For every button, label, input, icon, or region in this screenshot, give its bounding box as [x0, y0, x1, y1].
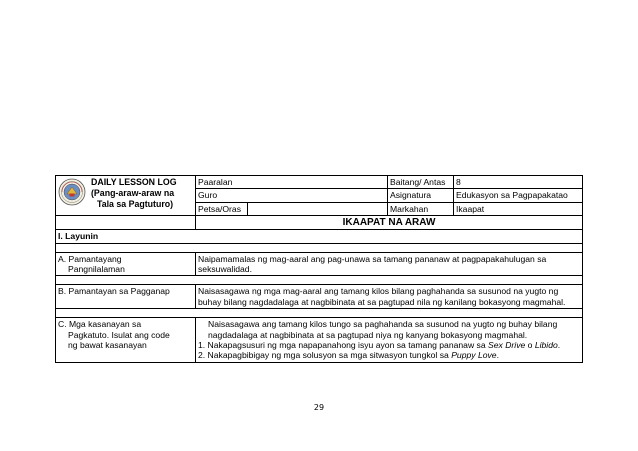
page-number: 29 — [313, 403, 325, 412]
baitang-value: 8 — [456, 177, 461, 187]
competency-item-1 — [198, 340, 580, 350]
spacer-row — [56, 276, 583, 285]
row-pamantayan-sa-pagganap — [56, 285, 583, 309]
day-title-spacer — [56, 216, 196, 230]
asignatura-value-cell — [454, 189, 583, 202]
asignatura-label-cell — [388, 189, 454, 202]
row-pamantayang-pangnilalaman — [56, 252, 583, 276]
spacer-cell — [56, 243, 583, 252]
markahan-label: Markahan — [390, 203, 429, 214]
row-label-line: A. Pamantayang — [58, 253, 122, 264]
row-label-line: B. Pamantayan sa Pagganap — [58, 286, 170, 297]
item-1-connector: o — [525, 340, 535, 351]
item-1-end: . — [557, 340, 561, 351]
paaralan-cell — [196, 176, 388, 189]
row-label-line: Pangnilalaman — [68, 264, 125, 275]
spacer-cell — [56, 309, 583, 318]
guro-cell — [196, 189, 388, 202]
baitang-label: Baitang/ Antas — [390, 177, 446, 187]
item-1-term: Sex Drive — [488, 340, 526, 351]
item-1-term-2: Libido — [534, 340, 558, 351]
asignatura-value: Edukasyon sa Pagpapakatao — [456, 190, 568, 201]
row-label-line: Pagkatuto. Isulat ang code — [68, 329, 170, 340]
item-2-term: Puppy Love — [451, 350, 497, 361]
petsa-value-cell — [248, 202, 388, 215]
header-cell — [56, 176, 196, 216]
competency-item-2 — [198, 350, 580, 360]
petsa-label: Petsa/Oras — [198, 203, 241, 214]
daily-lesson-log-table — [55, 175, 583, 363]
baitang-label-cell — [388, 176, 454, 189]
row-content: Naisasagawa ng mga mag-aaral ang tamang kilos bilang paghahanda sa susunod na yugto ng buhay bilang nagdadalaga at nagbibinata at sa pagtupad nila ng kanilang bokasyong magmahal. — [196, 285, 583, 309]
row-label — [56, 285, 196, 309]
paaralan-label: Paaralan — [198, 177, 233, 187]
day-title: IKAAPAT NA ARAW — [196, 216, 583, 230]
spacer-cell — [56, 276, 583, 285]
competency-intro: Naisasagawa ang tamang kilos tungo sa paghahanda sa susunod na yugto ng buhay bilang nagdadalaga at nagbibinata at sa pagtupad niya ng kanyang bokasyong magmahal. — [208, 319, 558, 340]
row-mga-kasanayan — [56, 318, 583, 363]
guro-label: Guro — [198, 190, 218, 201]
markahan-value-cell — [454, 202, 583, 215]
item-1-text: 1. Nakapagsusuri ng mga napapanahong isyu ayon sa tamang pananaw sa — [198, 340, 489, 351]
log-title-line-3: Tala sa Pagtuturo) — [97, 199, 174, 209]
spacer-row — [56, 243, 583, 252]
row-label — [56, 252, 196, 276]
deped-seal-icon — [58, 178, 86, 206]
log-title — [88, 177, 177, 210]
info-row-paaralan — [56, 176, 583, 189]
row-label-line: ng bawat kasanayan — [68, 340, 147, 351]
markahan-value: Ikaapat — [456, 203, 485, 214]
item-2-text: 2. Nakapagbibigay ng mga solusyon sa mga sitwasyon tungkol sa — [198, 350, 452, 361]
asignatura-label: Asignatura — [390, 190, 432, 201]
log-title-line-1: DAILY LESSON LOG — [91, 177, 177, 187]
petsa-label-cell — [196, 202, 248, 215]
log-title-line-2: (Pang-araw-araw na — [91, 188, 175, 198]
row-label — [56, 318, 196, 363]
day-title-row — [56, 216, 583, 230]
section-title: I. Layunin — [56, 230, 583, 243]
row-content — [196, 318, 583, 363]
markahan-label-cell — [388, 202, 454, 215]
row-content: Naipamamalas ng mag-aaral ang pag-unawa sa tamang pananaw at pagpapakahulugan sa seksuwalidad. — [196, 252, 583, 276]
row-label-line: C. Mga kasanayan sa — [58, 319, 142, 330]
section-row — [56, 230, 583, 243]
baitang-value-cell — [454, 176, 583, 189]
item-2-end: . — [496, 350, 499, 361]
spacer-row — [56, 309, 583, 318]
